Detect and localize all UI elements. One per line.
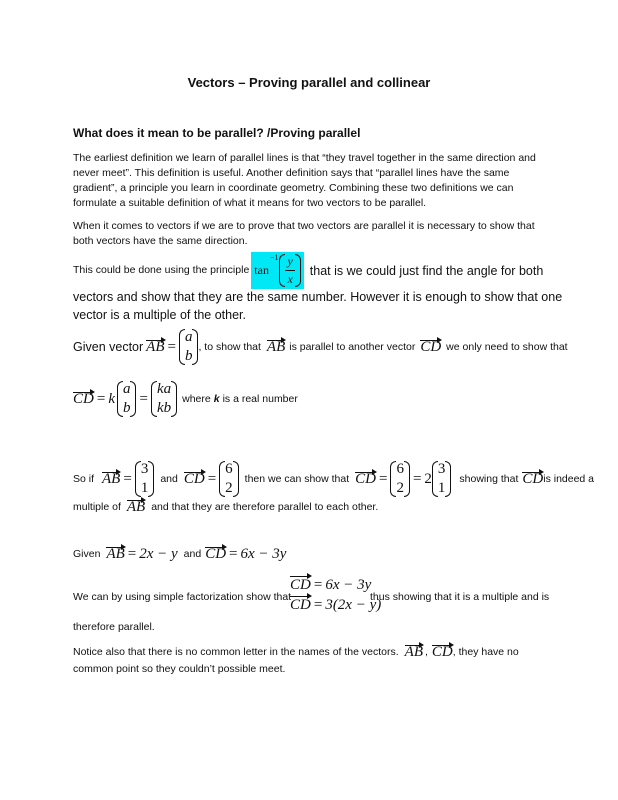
fact-vector-cd-2: CD <box>290 597 311 613</box>
fact-eq-1: = <box>313 577 323 593</box>
ex-equals-4: = <box>412 470 422 487</box>
fact-expr-1: 6x − 3y <box>325 577 372 593</box>
fact-vector-cd-1: CD <box>290 577 311 593</box>
ab-bottom: b <box>184 348 193 364</box>
section-heading: What does it mean to be parallel? /Proving parallel <box>73 126 361 140</box>
vector-cd-2: CD <box>73 390 94 407</box>
factor-end: thus showing that it is a multiple and is <box>370 591 550 603</box>
ex2-cd-expr: 6x − 3y <box>240 546 287 562</box>
parallel-each-other: and that they are therefore parallel to each other. <box>151 501 379 513</box>
ex-vector-cd: CD <box>183 470 205 487</box>
equals-1: = <box>96 390 106 407</box>
where-k: k <box>213 392 220 405</box>
therefore-parallel: therefore parallel. <box>73 621 155 633</box>
ex-equals-1: = <box>123 470 132 487</box>
para2-line1: When it comes to vectors if we are to prove that two vectors are parallel it is necessary to show that <box>73 220 535 232</box>
fact-expr-2: 3(2x − y) <box>325 597 382 613</box>
given-end: we only need to show that <box>446 340 568 353</box>
ex2-eq-1: = <box>127 546 137 562</box>
frac-x: x <box>287 272 293 286</box>
ab-top: a <box>184 329 193 345</box>
ex-2: 2 <box>225 480 233 496</box>
para1-line2: never meet”. This definition is useful. Another definition says that “parallel lines have the same <box>73 167 510 179</box>
ex-col-3-1 <box>135 460 155 498</box>
ex-indeed: is indeed a <box>543 472 595 485</box>
column-vector-ab-k <box>117 380 137 418</box>
ex-scalar-2: 2 <box>424 470 432 487</box>
page-title: Vectors – Proving parallel and collinear <box>187 75 431 90</box>
factor-block <box>290 575 381 615</box>
ex-vector-ab-2: AB <box>126 499 146 515</box>
ex2-vector-ab: AB <box>106 546 125 562</box>
given-mid2: is parallel to another vector <box>289 340 416 353</box>
col-kb: kb <box>156 400 172 416</box>
ex-equals-2: = <box>207 470 217 487</box>
ex-then: then we can show that <box>244 472 350 485</box>
notice-vector-cd: CD <box>431 644 453 660</box>
para1-line1: The earliest definition we learn of parallel lines is that “they travel together in the same direction and <box>73 152 536 164</box>
notice-end: , they have no <box>452 646 519 658</box>
ex-equals-3: = <box>378 470 388 487</box>
ex-vector-ab: AB <box>102 470 121 487</box>
factor-lead: We can by using simple factorization show that <box>73 591 292 603</box>
tan-inverse-formula <box>251 252 304 289</box>
ex-col-3-1-b <box>432 460 452 498</box>
col-ka: ka <box>156 381 172 397</box>
frac-y: y <box>285 253 294 271</box>
ex-col-6-2 <box>219 460 239 498</box>
y-over-x <box>285 253 294 288</box>
so-if: So if <box>73 472 95 485</box>
cd-k-line <box>73 380 298 418</box>
example1-line2 <box>73 499 378 516</box>
example1-line1 <box>73 460 594 498</box>
ex-vector-cd-3: CD <box>522 470 544 487</box>
ex-vector-cd-2: CD <box>355 470 376 487</box>
ex2-eq-2: = <box>229 546 238 562</box>
notice-lead: Notice also that there is no common letter in the names of the vectors. <box>73 646 399 658</box>
given-mid: , to show that <box>198 340 261 353</box>
para2-line2: both vectors have the same direction. <box>73 235 248 247</box>
ex-1: 1 <box>140 480 149 496</box>
where-lead: where <box>182 392 211 405</box>
ex-6: 6 <box>225 461 233 477</box>
ex-and: and <box>160 472 178 485</box>
fact-eq-2: = <box>313 597 323 613</box>
ex-3: 3 <box>140 461 149 477</box>
ex-1b: 1 <box>437 480 446 496</box>
equals-2: = <box>139 390 148 407</box>
equals-sign: = <box>167 338 176 355</box>
ex-showing: showing that <box>459 472 519 485</box>
ex-3b: 3 <box>437 461 446 477</box>
notice-vector-ab: AB <box>404 644 423 660</box>
given-line <box>73 328 568 366</box>
vector-ab-2: AB <box>266 338 286 355</box>
col-a: a <box>122 381 131 397</box>
ex2-and: and <box>183 548 202 560</box>
scalar-k: k <box>108 390 115 407</box>
where-end: is a real number <box>222 392 298 405</box>
notice-comma: , <box>425 646 428 658</box>
para3-lead: This could be done using the principle <box>73 264 250 276</box>
para1-line4: formulate a suitable definition of what it means for two vectors to be parallel. <box>73 197 427 209</box>
notice-line1 <box>73 644 519 661</box>
ex2-vector-cd: CD <box>205 546 227 562</box>
para3-line2: vectors and show that they are the same number. However it is enough to show that one <box>73 290 563 304</box>
example2-given <box>73 546 286 563</box>
vector-cd: CD <box>420 338 442 355</box>
tan-label: tan <box>254 263 269 277</box>
para3-line3: vector is a multiple of the other. <box>73 308 247 322</box>
ex2-ab-expr: 2x − y <box>139 546 178 562</box>
para3-after: that is we could just find the angle for both <box>309 263 544 278</box>
ex-6b: 6 <box>396 461 404 477</box>
inverse-sup: −1 <box>269 253 279 262</box>
ex2-given: Given <box>73 548 101 560</box>
tan-arg <box>279 253 300 288</box>
column-vector-kab <box>151 380 177 418</box>
vector-ab: AB <box>146 338 165 355</box>
ex-2b: 2 <box>396 480 404 496</box>
ex-col-6-2-b <box>390 460 410 498</box>
multiple-of: multiple of <box>73 501 121 513</box>
notice-line2: common point so they couldn’t possible meet. <box>73 663 286 675</box>
column-vector-ab <box>179 328 199 366</box>
given-lead: Given vector <box>73 340 144 354</box>
col-b: b <box>122 400 131 416</box>
para1-line3: gradient”, a principle you learn in coordinate geometry. Combining these two definitions we can <box>73 182 514 194</box>
para3-line1 <box>73 252 543 289</box>
